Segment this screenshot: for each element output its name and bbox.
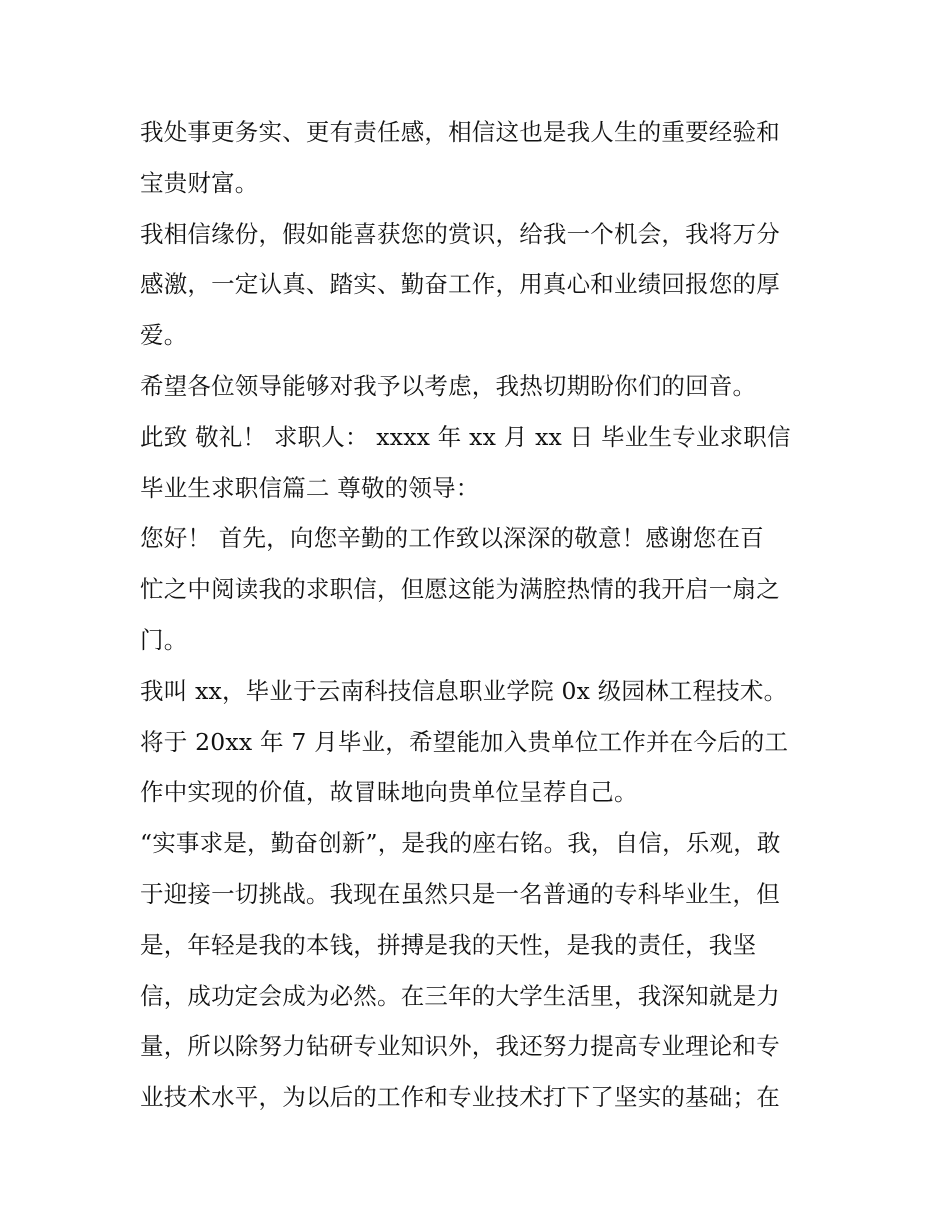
text-line: 将于 20xx 年 7 月毕业，希望能加入贵单位工作并在今后的工 [140, 727, 789, 756]
text-line: 是，年轻是我的本钱，拼搏是我的天性，是我的责任，我坚 [140, 930, 757, 959]
text-line: 宝贵财富。 [140, 168, 259, 197]
text-line: 我叫 xx，毕业于云南科技信息职业学院 0x 级园林工程技术。 [140, 676, 788, 705]
text-line: 门。 [140, 625, 188, 654]
text-line: 量，所以除努力钻研专业知识外，我还努力提高专业理论和专 [140, 1032, 780, 1061]
text-line: “实事求是，勤奋创新”，是我的座右铭。我，自信，乐观，敢 [140, 829, 781, 858]
text-line: 爱。 [140, 321, 188, 350]
text-line: 信，成功定会成为必然。在三年的大学生活里，我深知就是力 [140, 981, 780, 1010]
text-line: 感激，一定认真、踏实、勤奋工作，用真心和业绩回报您的厚 [140, 270, 780, 299]
text-line: 毕业生求职信篇二 尊敬的领导： [140, 473, 480, 502]
text-line: 忙之中阅读我的求职信，但愿这能为满腔热情的我开启一扇之 [140, 575, 780, 604]
text-line: 希望各位领导能够对我予以考虑，我热切期盼你们的回音。 [140, 371, 757, 400]
text-line: 作中实现的价值，故冒昧地向贵单位呈荐自己。 [140, 778, 638, 807]
letter-body [140, 107, 820, 1123]
text-line: 我相信缘份，假如能喜获您的赏识，给我一个机会，我将万分 [140, 219, 780, 248]
text-line: 于迎接一切挑战。我现在虽然只是一名普通的专科毕业生，但 [140, 879, 780, 908]
text-line: 您好！ 首先，向您辛勤的工作致以深深的敬意！感谢您在百 [140, 524, 764, 553]
text-line: 业技术水平，为以后的工作和专业技术打下了坚实的基础；在 [140, 1083, 780, 1112]
text-line: 我处事更务实、更有责任感，相信这也是我人生的重要经验和 [140, 118, 780, 146]
text-line: 此致 敬礼！ 求职人： xxxx 年 xx 月 xx 日 毕业生专业求职信 [140, 422, 791, 451]
